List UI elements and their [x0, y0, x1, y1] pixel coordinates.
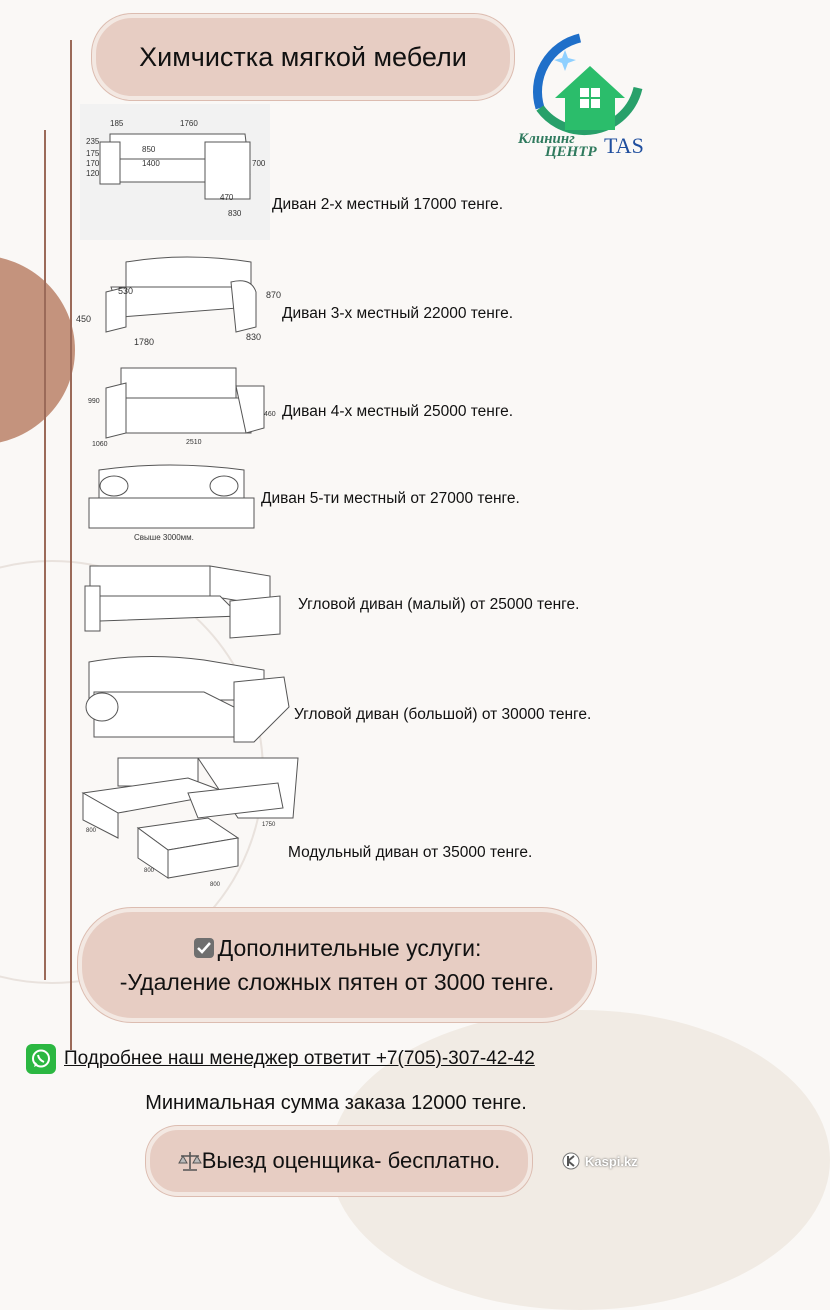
checkbox-icon [193, 937, 215, 959]
svg-text:1760: 1760 [180, 119, 198, 128]
title-text: Химчистка мягкой мебели [139, 41, 467, 72]
sofa-4-seater-image [86, 358, 276, 450]
svg-text:800: 800 [144, 868, 155, 874]
decorative-line [44, 130, 46, 980]
extra-services-title: Дополнительные услуги: [217, 935, 482, 961]
decorative-circle [0, 255, 75, 445]
svg-text:460: 460 [264, 411, 276, 418]
extra-services-panel [78, 908, 596, 1022]
corner-sofa-large-image [84, 652, 292, 748]
svg-text:1780: 1780 [134, 337, 155, 347]
svg-text:Свыше 3000мм.: Свыше 3000мм. [134, 533, 194, 542]
sofa-2-seater-image [80, 104, 270, 240]
whatsapp-icon[interactable] [26, 1044, 56, 1074]
appraiser-visit-panel [146, 1126, 532, 1196]
contact-row[interactable] [26, 1044, 535, 1074]
svg-text:175: 175 [86, 149, 100, 158]
svg-text:450: 450 [76, 314, 92, 324]
svg-text:990: 990 [88, 398, 100, 405]
modular-sofa-image [78, 748, 300, 896]
logo-brand: TAS [604, 133, 644, 158]
corner-sofa-large-price: Угловой диван (большой) от 30000 тенге. [294, 706, 592, 723]
corner-sofa-small-price: Угловой диван (малый) от 25000 тенге. [298, 596, 580, 613]
logo-text-line2: ЦЕНТР [545, 144, 597, 160]
svg-text:700: 700 [252, 159, 266, 168]
svg-text:830: 830 [228, 209, 242, 218]
decorative-line [70, 40, 72, 1050]
contact-link[interactable]: Подробнее наш менеджер ответит +7(705)-307-42-42 [64, 1048, 535, 1069]
svg-text:1060: 1060 [92, 441, 108, 448]
page-title [92, 14, 514, 100]
kaspi-logo-icon [562, 1152, 580, 1170]
sofa-3-seater-price: Диван 3-х местный 22000 тенге. [282, 305, 514, 322]
kaspi-watermark [562, 1152, 638, 1170]
svg-text:830: 830 [246, 332, 262, 342]
svg-text:800: 800 [86, 828, 97, 834]
appraiser-visit-text: Выезд оценщика- бесплатно. [201, 1148, 501, 1173]
sofa-2-seater-price: Диван 2-х местный 17000 тенге. [272, 196, 504, 213]
svg-text:120: 120 [86, 169, 100, 178]
sofa-3-seater-image [76, 252, 286, 348]
scales-icon [178, 1150, 202, 1172]
svg-text:185: 185 [110, 119, 124, 128]
svg-text:2510: 2510 [186, 439, 202, 446]
svg-text:850: 850 [142, 145, 156, 154]
corner-sofa-small-image [80, 556, 288, 642]
min-order-text: Минимальная сумма заказа 12000 тенге. [145, 1092, 527, 1114]
modular-sofa-price: Модульный диван от 35000 тенге. [288, 844, 533, 861]
svg-text:1750: 1750 [262, 822, 276, 828]
svg-text:530: 530 [118, 286, 134, 296]
kaspi-watermark-text: Kaspi.kz [585, 1153, 638, 1169]
sofa-4-seater-price: Диван 4-х местный 25000 тенге. [282, 403, 514, 420]
svg-text:800: 800 [210, 882, 221, 888]
svg-text:170: 170 [86, 159, 100, 168]
svg-text:235: 235 [86, 137, 100, 146]
logo-text-line1: Клининг [518, 131, 575, 147]
svg-text:470: 470 [220, 193, 234, 202]
svg-text:1400: 1400 [142, 159, 160, 168]
sofa-5-seater-image [84, 458, 256, 546]
svg-text:870: 870 [266, 290, 282, 300]
house-icon [555, 66, 625, 130]
extra-services-item: -Удаление сложных пятен от 3000 тенге. [119, 969, 555, 995]
sofa-5-seater-price: Диван 5-ти местный от 27000 тенге. [261, 490, 520, 507]
